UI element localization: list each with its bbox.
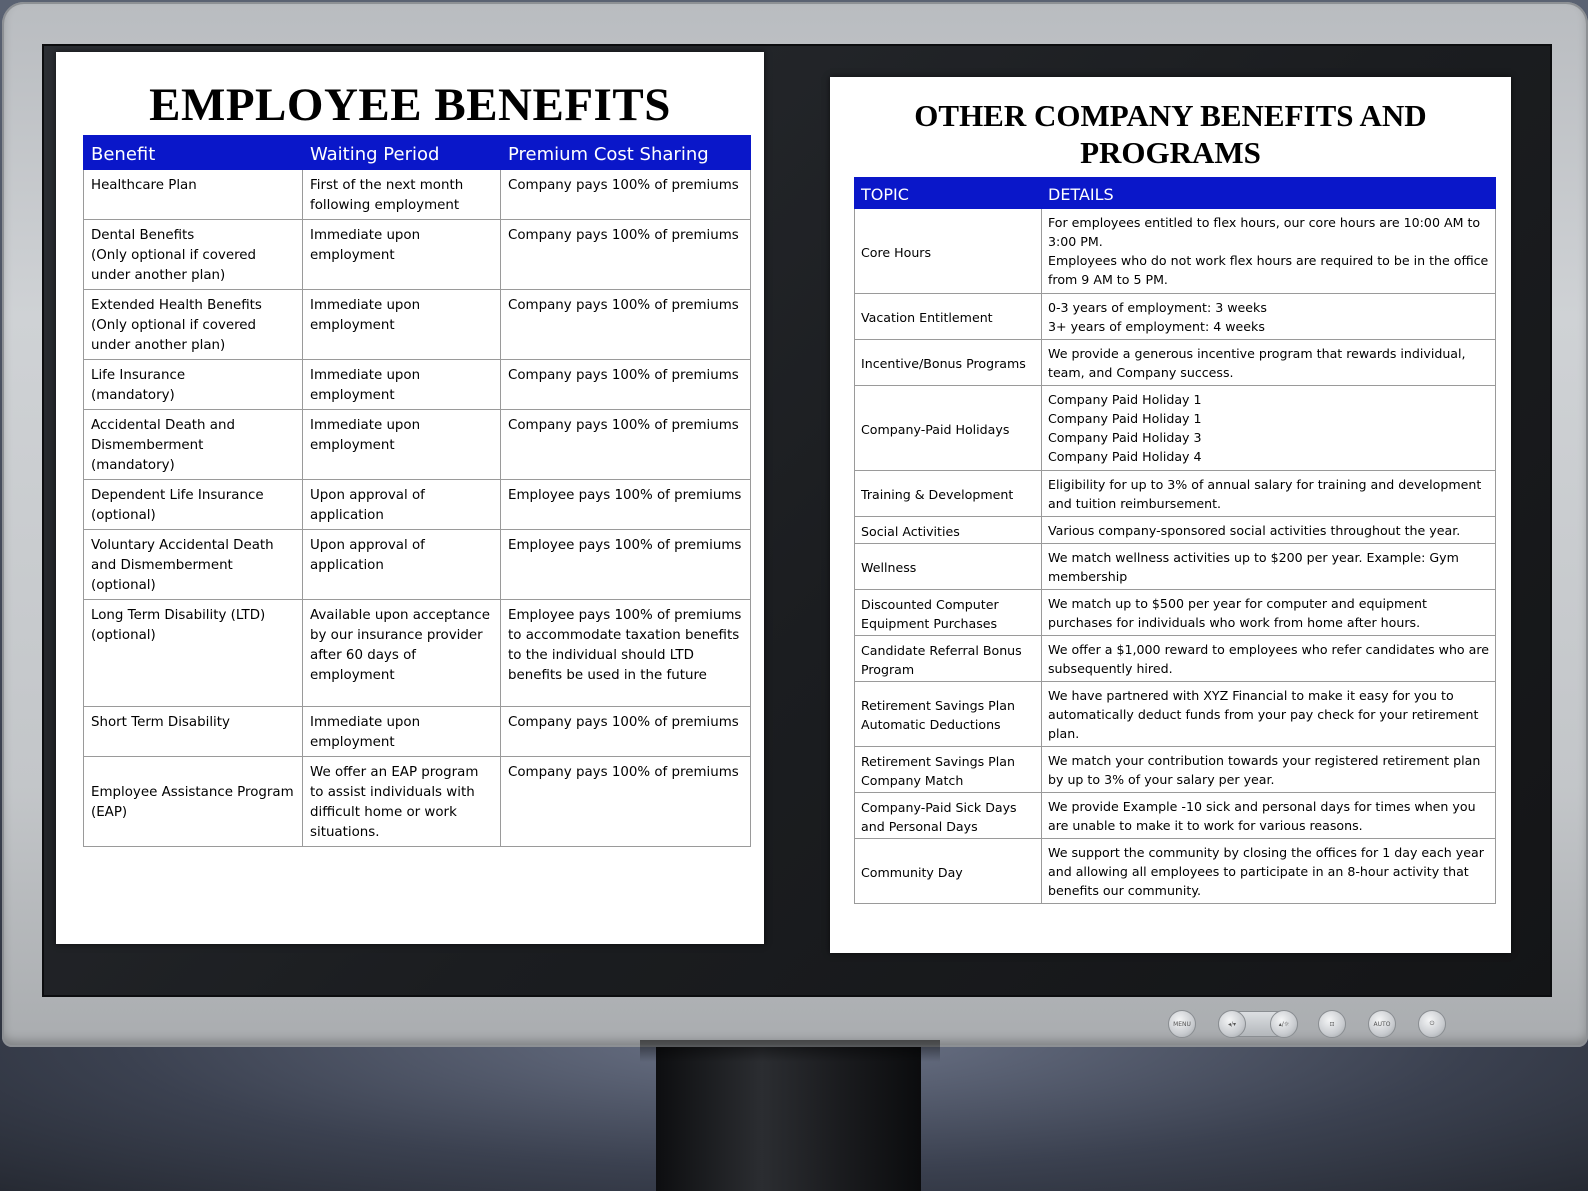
table-row xyxy=(84,360,751,410)
column-header-premium-cost-sharing: Premium Cost Sharing xyxy=(501,136,751,170)
topic-cell: Community Day xyxy=(855,839,1042,904)
waiting-period-cell: First of the next month following employment xyxy=(303,170,501,220)
waiting-period-cell: Available upon acceptance by our insurance provider after 60 days of employment xyxy=(303,600,501,707)
table-row xyxy=(855,294,1496,340)
table-row xyxy=(84,410,751,480)
details-cell: We match your contribution towards your registered retirement plan by up to 3% of your salary per year. xyxy=(1042,747,1496,793)
premium-cell: Company pays 100% of premiums xyxy=(501,707,751,757)
premium-cell: Employee pays 100% of premiums xyxy=(501,480,751,530)
topic-cell: Training & Development xyxy=(855,471,1042,517)
table-row xyxy=(855,682,1496,747)
column-header-benefit: Benefit xyxy=(84,136,303,170)
premium-cell: Company pays 100% of premiums xyxy=(501,220,751,290)
topic-cell: Candidate Referral Bonus Program xyxy=(855,636,1042,682)
waiting-period-cell: Immediate upon employment xyxy=(303,707,501,757)
premium-cell: Company pays 100% of premiums xyxy=(501,410,751,480)
table-row xyxy=(84,290,751,360)
table-row xyxy=(84,600,751,707)
benefit-cell: Voluntary Accidental Death and Dismemberment (optional) xyxy=(84,530,303,600)
details-cell: We match up to $500 per year for computer and equipment purchases for individuals who work from home after hours. xyxy=(1042,590,1496,636)
table-row xyxy=(84,530,751,600)
table-row xyxy=(855,636,1496,682)
details-cell: Various company-sponsored social activities throughout the year. xyxy=(1042,517,1496,544)
employee-benefits-document xyxy=(56,52,764,944)
table-row xyxy=(84,220,751,290)
column-header-topic: TOPIC xyxy=(855,178,1042,209)
topic-cell: Retirement Savings Plan Company Match xyxy=(855,747,1042,793)
details-cell: We provide a generous incentive program that rewards individual, team, and Company success. xyxy=(1042,340,1496,386)
other-benefits-document xyxy=(830,77,1511,953)
stand-shadow xyxy=(640,1040,940,1062)
topic-cell: Discounted Computer Equipment Purchases xyxy=(855,590,1042,636)
auto-adjust-icon[interactable]: AUTO xyxy=(1368,1010,1396,1038)
table-row xyxy=(855,471,1496,517)
details-cell: We have partnered with XYZ Financial to make it easy for you to automatically deduct funds from your pay check for your retirement plan. xyxy=(1042,682,1496,747)
waiting-period-cell: Upon approval of application xyxy=(303,480,501,530)
benefit-cell: Employee Assistance Program (EAP) xyxy=(84,757,303,847)
benefit-cell: Long Term Disability (LTD) (optional) xyxy=(84,600,303,707)
benefit-cell: Life Insurance (mandatory) xyxy=(84,360,303,410)
benefit-cell: Accidental Death and Dismemberment (mandatory) xyxy=(84,410,303,480)
details-cell: For employees entitled to flex hours, our core hours are 10:00 AM to 3:00 PM. Employees who do not work flex hours are required to be in the office from 9 AM to 5 PM. xyxy=(1042,209,1496,294)
other-benefits-title: OTHER COMPANY BENEFITS AND PROGRAMS xyxy=(914,98,1427,170)
table-row xyxy=(855,747,1496,793)
column-header-waiting-period: Waiting Period xyxy=(303,136,501,170)
table-row xyxy=(855,209,1496,294)
topic-cell: Company-Paid Sick Days and Personal Days xyxy=(855,793,1042,839)
details-cell: We support the community by closing the offices for 1 day each year and allowing all employees to participate in an 8-hour activity that benefits our community. xyxy=(1042,839,1496,904)
details-cell: 0-3 years of employment: 3 weeks 3+ years of employment: 4 weeks xyxy=(1042,294,1496,340)
premium-cell: Company pays 100% of premiums xyxy=(501,290,751,360)
premium-cell: Company pays 100% of premiums xyxy=(501,360,751,410)
input-source-icon[interactable]: ⊡ xyxy=(1318,1010,1346,1038)
monitor-controls xyxy=(1168,1010,1468,1040)
brightness-up-icon[interactable]: ▴/☼ xyxy=(1270,1010,1298,1038)
waiting-period-cell: Immediate upon employment xyxy=(303,220,501,290)
waiting-period-cell: Upon approval of application xyxy=(303,530,501,600)
other-benefits-table xyxy=(854,177,1496,904)
table-row xyxy=(84,707,751,757)
premium-cell: Company pays 100% of premiums xyxy=(501,757,751,847)
premium-cell: Employee pays 100% of premiums xyxy=(501,530,751,600)
employee-benefits-table xyxy=(83,135,751,847)
column-header-details: DETAILS xyxy=(1042,178,1496,209)
topic-cell: Core Hours xyxy=(855,209,1042,294)
topic-cell: Vacation Entitlement xyxy=(855,294,1042,340)
table-row xyxy=(84,170,751,220)
benefit-cell: Healthcare Plan xyxy=(84,170,303,220)
topic-cell: Retirement Savings Plan Automatic Deductions xyxy=(855,682,1042,747)
table-row xyxy=(855,839,1496,904)
monitor-stand xyxy=(656,1040,921,1191)
premium-cell: Company pays 100% of premiums xyxy=(501,170,751,220)
table-row xyxy=(84,757,751,847)
table-row xyxy=(855,544,1496,590)
power-icon[interactable]: ⏻ xyxy=(1418,1010,1446,1038)
brightness-down-icon[interactable]: ◂/▾ xyxy=(1218,1010,1246,1038)
details-cell: Eligibility for up to 3% of annual salary for training and development and tuition reimbursement. xyxy=(1042,471,1496,517)
table-header-row xyxy=(84,136,751,170)
waiting-period-cell: We offer an EAP program to assist individuals with difficult home or work situations. xyxy=(303,757,501,847)
topic-cell: Incentive/Bonus Programs xyxy=(855,340,1042,386)
table-row xyxy=(855,517,1496,544)
details-cell: We offer a $1,000 reward to employees who refer candidates who are subsequently hired. xyxy=(1042,636,1496,682)
premium-cell: Employee pays 100% of premiums to accommodate taxation benefits to the individual should LTD benefits be used in the future xyxy=(501,600,751,707)
benefit-cell: Short Term Disability xyxy=(84,707,303,757)
table-row xyxy=(855,386,1496,471)
waiting-period-cell: Immediate upon employment xyxy=(303,360,501,410)
details-cell: We match wellness activities up to $200 per year. Example: Gym membership xyxy=(1042,544,1496,590)
benefit-cell: Dependent Life Insurance (optional) xyxy=(84,480,303,530)
employee-benefits-title: EMPLOYEE BENEFITS xyxy=(149,79,671,131)
benefit-cell: Extended Health Benefits (Only optional if covered under another plan) xyxy=(84,290,303,360)
topic-cell: Company-Paid Holidays xyxy=(855,386,1042,471)
table-header-row xyxy=(855,178,1496,209)
table-row xyxy=(855,590,1496,636)
waiting-period-cell: Immediate upon employment xyxy=(303,410,501,480)
benefit-cell: Dental Benefits (Only optional if covered under another plan) xyxy=(84,220,303,290)
details-cell: We provide Example -10 sick and personal days for times when you are unable to make it to work for various reasons. xyxy=(1042,793,1496,839)
topic-cell: Social Activities xyxy=(855,517,1042,544)
table-row xyxy=(855,340,1496,386)
details-cell: Company Paid Holiday 1 Company Paid Holiday 1 Company Paid Holiday 3 Company Paid Holiday 4 xyxy=(1042,386,1496,471)
menu-button-icon[interactable]: MENU xyxy=(1168,1010,1196,1038)
topic-cell: Wellness xyxy=(855,544,1042,590)
waiting-period-cell: Immediate upon employment xyxy=(303,290,501,360)
table-row xyxy=(84,480,751,530)
table-row xyxy=(855,793,1496,839)
